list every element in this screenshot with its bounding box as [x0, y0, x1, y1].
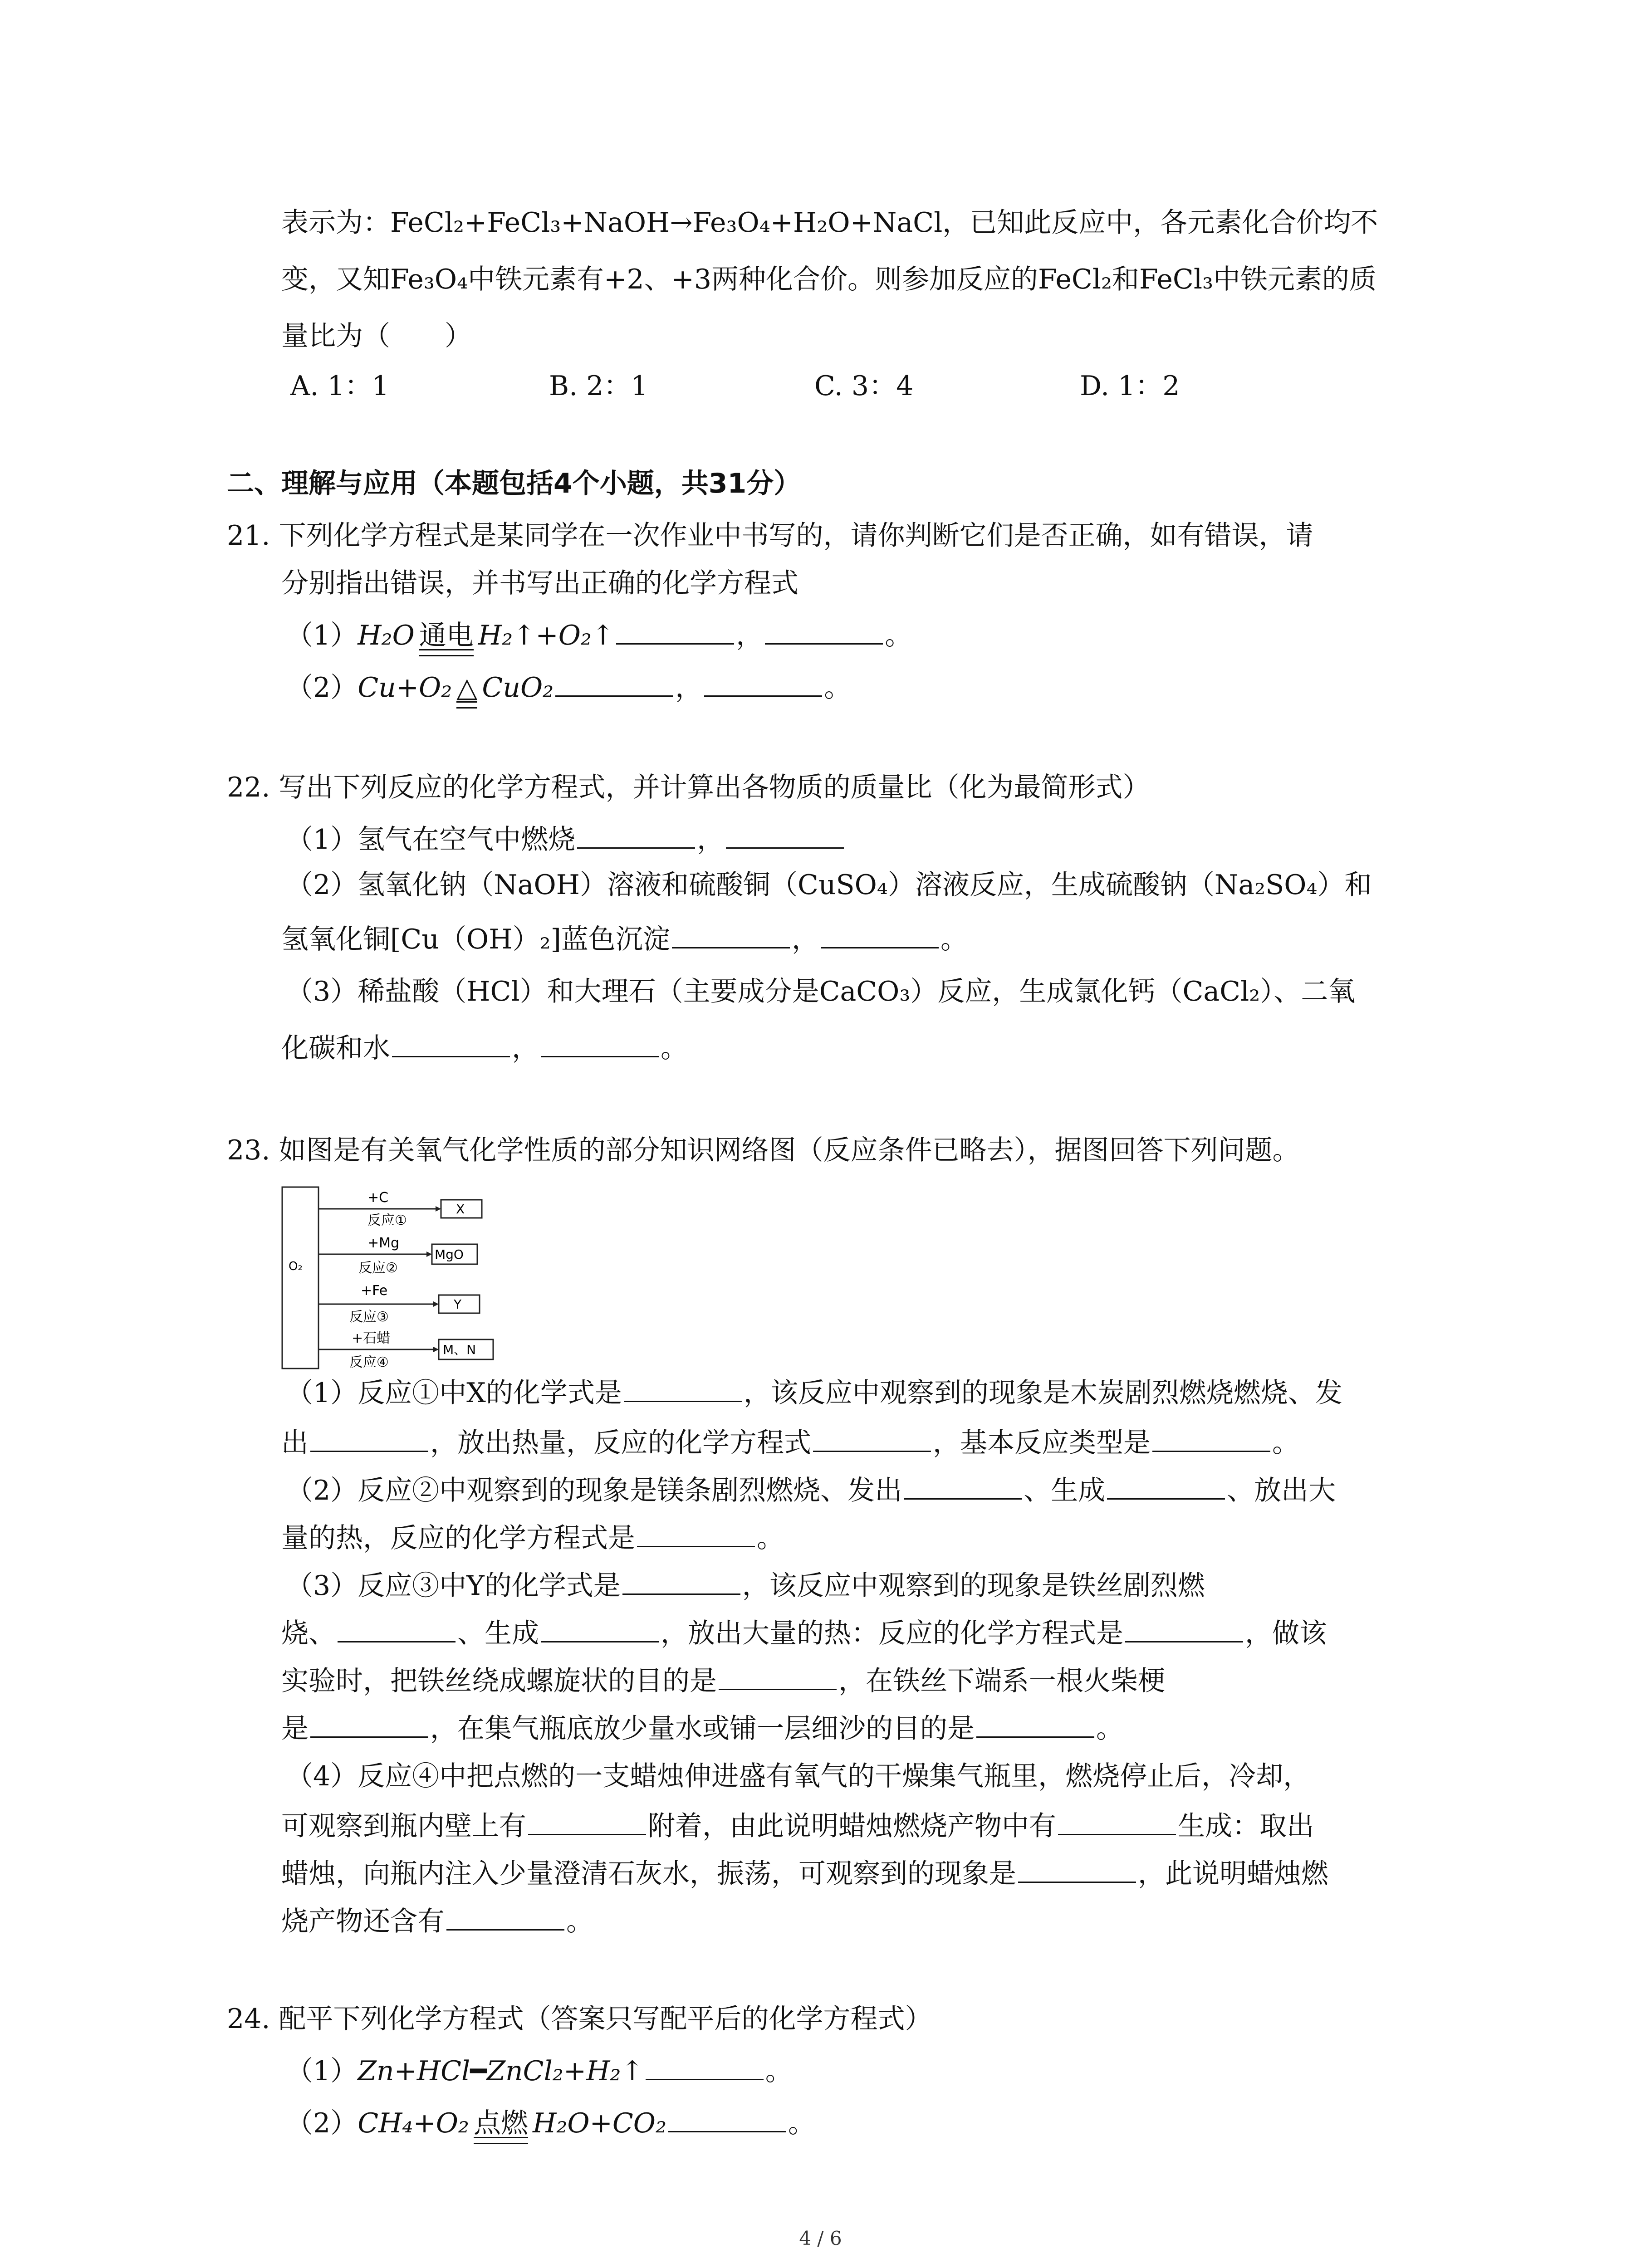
- answer-blank[interactable]: [541, 1030, 659, 1057]
- q23-p4-line3: [281, 1855, 1328, 1890]
- answer-blank[interactable]: [624, 1374, 742, 1402]
- q20-option-d: D. 1：2: [1080, 370, 1180, 402]
- q23-p3-line4: [281, 1710, 1123, 1745]
- q22-p1-text: （1）氢气在空气中燃烧: [286, 824, 576, 855]
- q21-p1-condition: 通电: [419, 620, 474, 651]
- q20-line3: 量比为（ ）: [281, 320, 472, 352]
- q22-part3-line2: [281, 1030, 688, 1065]
- period: 。: [824, 672, 852, 704]
- q23-p3-line3: [281, 1662, 1165, 1697]
- separator: ，: [675, 672, 703, 704]
- text: ，此说明蜡烛燃: [1138, 1858, 1328, 1890]
- product-label: Y: [454, 1297, 462, 1312]
- q23-p4-line4: [281, 1903, 593, 1938]
- text: 烧产物还含有: [281, 1906, 445, 1937]
- q21-part2: [286, 669, 851, 704]
- reagent-label: +石蜡: [352, 1330, 391, 1346]
- text: 生成：取出: [1178, 1810, 1314, 1842]
- product-label: M、N: [443, 1342, 476, 1357]
- reaction-label: 反应①: [367, 1212, 407, 1228]
- q21-part1: [286, 617, 912, 652]
- period: 。: [757, 1522, 784, 1554]
- q24-line1: 24. 配平下列化学方程式（答案只写配平后的化学方程式）: [227, 2003, 932, 2035]
- q23-p3-line1: [286, 1567, 1205, 1602]
- q20-line1: 表示为：FeCl₂+FeCl₃+NaOH→Fe₃O₄+H₂O+NaCl，已知此反应中，各元素化合价均不: [281, 207, 1378, 239]
- answer-blank[interactable]: [672, 921, 790, 948]
- answer-blank[interactable]: [1125, 1615, 1243, 1642]
- q21-line2: 分别指出错误，并书写出正确的化学方程式: [281, 567, 798, 599]
- period: 。: [765, 2055, 793, 2087]
- root-box: [282, 1187, 318, 1369]
- answer-blank[interactable]: [646, 2053, 764, 2080]
- answer-blank[interactable]: [976, 1710, 1094, 1738]
- q20-line2: 变，又知Fe₃O₄中铁元素有+2、+3两种化合价。则参加反应的FeCl₂和FeCl₃中铁元素的质: [281, 264, 1377, 295]
- period: 。: [1272, 1427, 1299, 1459]
- q21-p1-label: （1）: [286, 620, 358, 651]
- text: ，该反应中观察到的现象是铁丝剧烈燃: [742, 1570, 1205, 1602]
- q23-p1-line1: [286, 1374, 1342, 1409]
- answer-blank[interactable]: [616, 617, 734, 645]
- branch-4: [318, 1330, 493, 1370]
- answer-blank[interactable]: [577, 821, 695, 849]
- q21-p2-right: CuO₂: [482, 672, 554, 704]
- q22-part2-line1: （2）氢氧化钠（NaOH）溶液和硫酸铜（CuSO₄）溶液反应，生成硫酸钠（Na₂SO₄）和: [286, 869, 1372, 901]
- page-number: 4 / 6: [799, 2227, 842, 2249]
- text: 烧、: [281, 1618, 336, 1649]
- period: 。: [885, 620, 912, 651]
- answer-blank[interactable]: [528, 1808, 646, 1835]
- text: 出: [281, 1427, 309, 1459]
- period: 。: [940, 924, 968, 955]
- answer-blank[interactable]: [541, 1615, 659, 1642]
- text: （2）反应②中观察到的现象是镁条剧烈燃烧、发出: [286, 1475, 902, 1506]
- answer-blank[interactable]: [726, 821, 844, 849]
- branch-2: [318, 1235, 477, 1276]
- text: （1）反应①中X的化学式是: [286, 1377, 622, 1409]
- reaction-label: 反应③: [349, 1309, 389, 1325]
- answer-blank[interactable]: [668, 2105, 786, 2132]
- separator: ，: [697, 824, 725, 855]
- answer-blank[interactable]: [1018, 1855, 1136, 1883]
- q22-line1: 22. 写出下列反应的化学方程式，并计算出各物质的质量比（化为最简形式）: [227, 772, 1150, 803]
- period: 。: [566, 1906, 593, 1937]
- q21-p2-condition: △: [456, 672, 478, 704]
- separator: ，: [512, 1032, 539, 1064]
- answer-blank[interactable]: [446, 1903, 564, 1931]
- q22-part3-line1: （3）稀盐酸（HCl）和大理石（主要成分是CaCO₃）反应，生成氯化钙（CaCl₂）、二氧: [286, 976, 1356, 1007]
- answer-blank[interactable]: [392, 1030, 510, 1057]
- reagent-label: +Mg: [367, 1235, 400, 1251]
- q20-option-b: B. 2：1: [549, 370, 648, 402]
- q23-p1-line2: [281, 1424, 1299, 1459]
- text: ，基本反应类型是: [933, 1427, 1151, 1459]
- period: 。: [661, 1032, 688, 1064]
- q22-p2-text: 氢氧化铜[Cu（OH）₂]蓝色沉淀: [281, 924, 670, 955]
- q22-part2-line2: [281, 921, 968, 956]
- q21-line1: 21. 下列化学方程式是某同学在一次作业中书写的，请你判断它们是否正确，如有错误，请: [227, 520, 1313, 552]
- root-label: O₂: [289, 1260, 303, 1273]
- q23-p4-line1: （4）反应④中把点燃的一支蜡烛伸进盛有氧气的干燥集气瓶里，燃烧停止后，冷却，: [286, 1760, 1311, 1792]
- answer-blank[interactable]: [310, 1710, 428, 1738]
- answer-blank[interactable]: [637, 1520, 755, 1547]
- answer-blank[interactable]: [704, 669, 822, 697]
- product-label: X: [456, 1202, 465, 1217]
- q23-p2-line1: [286, 1472, 1336, 1507]
- answer-blank[interactable]: [622, 1567, 740, 1595]
- q20-option-a: A. 1：1: [290, 370, 389, 402]
- product-label: MgO: [435, 1247, 464, 1262]
- q21-p2-left: Cu+O₂: [358, 672, 452, 704]
- text: 蜡烛，向瓶内注入少量澄清石灰水，振荡，可观察到的现象是: [281, 1858, 1016, 1890]
- period: 。: [1096, 1713, 1123, 1745]
- text: （3）反应③中Y的化学式是: [286, 1570, 621, 1602]
- text: 量的热，反应的化学方程式是: [281, 1522, 635, 1554]
- q22-p3-text: 化碳和水: [281, 1032, 390, 1064]
- q24-p2-label: （2）: [286, 2107, 358, 2139]
- q22-part1: [286, 821, 846, 856]
- q20-option-c: C. 3：4: [814, 370, 914, 402]
- q23-line1: 23. 如图是有关氧气化学性质的部分知识网络图（反应条件已略去），据图回答下列问题。: [227, 1134, 1300, 1166]
- q24-p2-left: CH₄+O₂: [358, 2107, 469, 2139]
- reaction-label: 反应②: [358, 1260, 398, 1276]
- answer-blank[interactable]: [310, 1424, 428, 1452]
- answer-blank[interactable]: [338, 1615, 456, 1642]
- q23-p4-line2: [281, 1808, 1314, 1843]
- text: ，在集气瓶底放少量水或铺一层细沙的目的是: [430, 1713, 975, 1745]
- reagent-label: +C: [367, 1190, 389, 1206]
- section-title: 二、理解与应用（本题包括4个小题，共31分）: [227, 468, 801, 499]
- q21-p1-left: H₂O: [358, 620, 415, 651]
- period: 。: [788, 2107, 815, 2139]
- text: 、放出大: [1227, 1475, 1336, 1506]
- oxygen-network-diagram: [281, 1186, 517, 1372]
- reaction-label: 反应④: [349, 1354, 389, 1370]
- text: ，放出大量的热：反应的化学方程式是: [661, 1618, 1123, 1649]
- separator: ，: [791, 924, 819, 955]
- text: ，做该: [1245, 1618, 1327, 1649]
- reagent-label: +Fe: [361, 1283, 388, 1299]
- q21-p1-right: H₂↑+O₂↑: [478, 620, 615, 651]
- q23-p2-line2: [281, 1520, 784, 1554]
- answer-blank[interactable]: [1058, 1808, 1176, 1835]
- q24-p1-equation: Zn+HCl━ZnCl₂+H₂↑: [358, 2055, 644, 2087]
- q24-p2-right: H₂O+CO₂: [533, 2107, 666, 2139]
- answer-blank[interactable]: [813, 1424, 931, 1452]
- q21-p2-label: （2）: [286, 672, 358, 704]
- text: 、生成: [457, 1618, 539, 1649]
- answer-blank[interactable]: [821, 921, 939, 948]
- branch-1: [318, 1190, 482, 1228]
- text: 附着，由此说明蜡烛燃烧产物中有: [648, 1810, 1056, 1842]
- text: 、生成: [1024, 1475, 1106, 1506]
- answer-blank[interactable]: [1107, 1472, 1225, 1500]
- answer-blank[interactable]: [904, 1472, 1022, 1500]
- text: ，该反应中观察到的现象是木炭剧烈燃烧燃烧、发: [743, 1377, 1342, 1409]
- text: 可观察到瓶内壁上有: [281, 1810, 526, 1842]
- text: ，在铁丝下端系一根火柴梗: [838, 1665, 1165, 1697]
- text: 实验时，把铁丝绕成螺旋状的目的是: [281, 1665, 717, 1697]
- separator: ，: [736, 620, 764, 651]
- text: 是: [281, 1713, 309, 1745]
- q24-p2-condition: 点燃: [474, 2107, 528, 2139]
- answer-blank[interactable]: [765, 617, 883, 645]
- answer-blank[interactable]: [555, 669, 673, 697]
- q24-part2: [286, 2105, 815, 2140]
- branch-3: [318, 1283, 480, 1325]
- answer-blank[interactable]: [1152, 1424, 1270, 1452]
- q23-p3-line2: [281, 1615, 1327, 1650]
- answer-blank[interactable]: [719, 1662, 837, 1690]
- q24-part1: [286, 2053, 793, 2087]
- text: ，放出热量，反应的化学方程式: [430, 1427, 811, 1459]
- q24-p1-label: （1）: [286, 2055, 358, 2087]
